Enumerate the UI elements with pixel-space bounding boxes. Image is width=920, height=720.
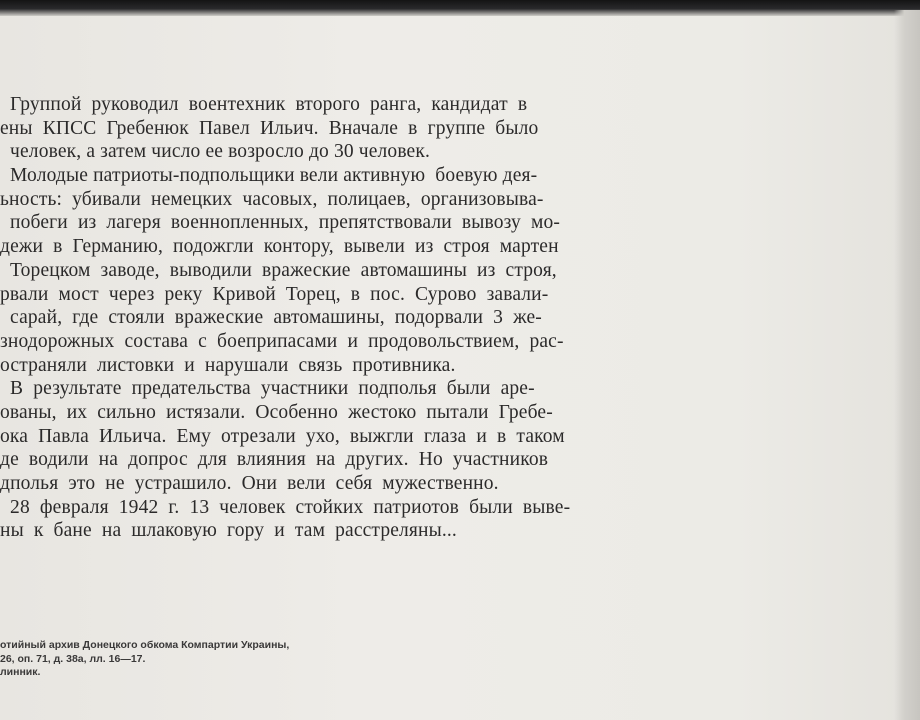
footnote-line: отийный архив Донецкого обкома Компартии Украины, [0,639,290,651]
text-line: знодорожных состава с боеприпасами и продовольствием, рас- [0,330,564,352]
text-line: ьность: убивали немецких часовых, полицаев, организовыва- [0,188,544,210]
footnote-line: 26, оп. 71, д. 38а, лл. 16—17. [0,652,146,665]
text-line: В результате предательства участники подполья были аре- [0,378,535,400]
text-line: дежи в Германию, подожгли контору, вывели из строя мартен [0,236,559,258]
text-line: сарай, где стояли вражеские автомашины, подорвали 3 же- [0,307,542,329]
text-line: 28 февраля 1942 г. 13 человек стойких патриотов были выве- [0,496,571,518]
text-line: рвали мост через реку Кривой Торец, в пос. Сурово завали- [0,283,549,305]
text-line: побеги из лагеря военнопленных, препятствовали вывозу мо- [0,212,561,234]
text-line: Торецком заводе, выводили вражеские автомашины из строя, [0,259,557,281]
book-top-edge [0,0,920,16]
archive-footnote [0,639,600,680]
text-line: ны к бане на шлаковую гору и там расстреляны... [0,520,457,542]
text-line: ены КПСС Гребенюк Павел Ильич. Вначале в группе было [0,117,539,139]
book-right-edge [894,10,920,720]
text-line: человек, а затем число ее возросло до 30 человек. [0,141,431,163]
text-line: де водили на допрос для влияния на других. Но участников [0,449,549,471]
text-line: Группой руководил воентехник второго ранга, кандидат в [0,94,528,115]
footnote-line: линник. [0,666,41,678]
text-line: остраняли листовки и нарушали связь противника. [0,354,456,376]
text-line: ока Павла Ильича. Ему отрезали ухо, выжгли глаза и в таком [0,425,565,447]
body-text [0,93,800,543]
text-line: Молодые патриоты-подпольщики вели активную боевую дея- [0,165,538,187]
text-line: ованы, их сильно истязали. Особенно жестоко пытали Гребе- [0,401,553,423]
text-line: дполья это не устрашило. Они вели себя мужественно. [0,473,499,494]
